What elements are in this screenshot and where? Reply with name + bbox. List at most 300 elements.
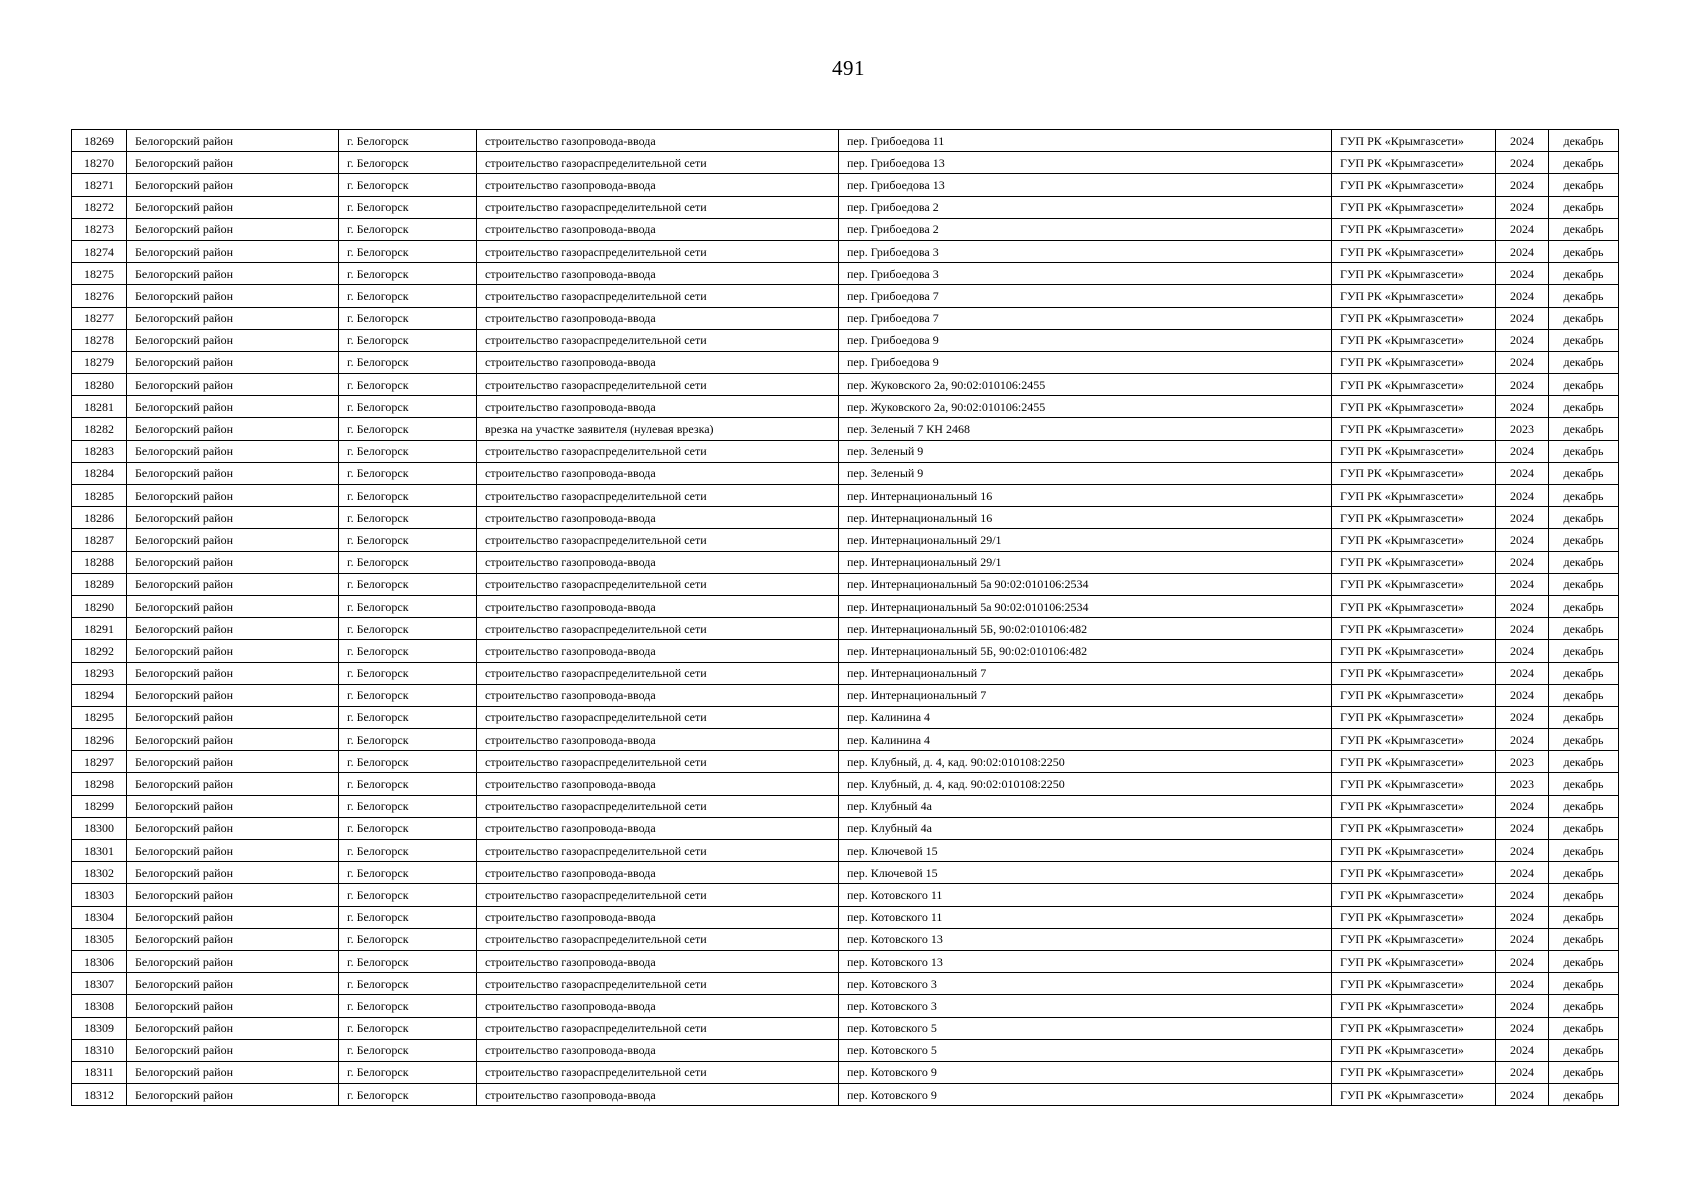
year-cell: 2024 [1496,218,1549,240]
year-cell: 2024 [1496,706,1549,728]
organization-cell: ГУП РК «Крымгазсети» [1332,906,1496,928]
year-cell: 2024 [1496,928,1549,950]
year-cell: 2024 [1496,396,1549,418]
address-cell: пер. Интернациональный 7 [839,684,1332,706]
work-type-cell: строительство газораспределительной сети [477,152,839,174]
table-row [72,307,1619,329]
record-number: 18271 [72,174,127,196]
work-type-cell: строительство газораспределительной сети [477,751,839,773]
organization-cell: ГУП РК «Крымгазсети» [1332,529,1496,551]
district-cell: Белогорский район [127,329,339,351]
work-type-cell: строительство газораспределительной сети [477,285,839,307]
table-row [72,1084,1619,1106]
month-cell: декабрь [1549,817,1619,839]
address-cell: пер. Калинина 4 [839,729,1332,751]
organization-cell: ГУП РК «Крымгазсети» [1332,795,1496,817]
year-cell: 2024 [1496,285,1549,307]
month-cell: декабрь [1549,1061,1619,1083]
record-number: 18278 [72,329,127,351]
record-number: 18283 [72,440,127,462]
address-cell: пер. Интернациональный 29/1 [839,529,1332,551]
address-cell: пер. Клубный 4а [839,817,1332,839]
address-cell: пер. Интернациональный 5а 90:02:010106:2534 [839,573,1332,595]
table-row [72,507,1619,529]
organization-cell: ГУП РК «Крымгазсети» [1332,440,1496,462]
record-number: 18292 [72,640,127,662]
district-cell: Белогорский район [127,662,339,684]
work-type-cell: строительство газораспределительной сети [477,840,839,862]
record-number: 18298 [72,773,127,795]
settlement-cell: г. Белогорск [339,551,477,573]
year-cell: 2024 [1496,840,1549,862]
month-cell: декабрь [1549,950,1619,972]
record-number: 18286 [72,507,127,529]
work-type-cell: строительство газораспределительной сети [477,706,839,728]
address-cell: пер. Грибоедова 13 [839,152,1332,174]
address-cell: пер. Интернациональный 16 [839,485,1332,507]
district-cell: Белогорский район [127,396,339,418]
work-type-cell: строительство газопровода-ввода [477,906,839,928]
settlement-cell: г. Белогорск [339,950,477,972]
settlement-cell: г. Белогорск [339,507,477,529]
district-cell: Белогорский район [127,1061,339,1083]
settlement-cell: г. Белогорск [339,817,477,839]
table-row [72,1039,1619,1061]
settlement-cell: г. Белогорск [339,706,477,728]
address-cell: пер. Грибоедова 9 [839,329,1332,351]
address-cell: пер. Клубный, д. 4, кад. 90:02:010108:2250 [839,773,1332,795]
month-cell: декабрь [1549,928,1619,950]
settlement-cell: г. Белогорск [339,973,477,995]
district-cell: Белогорский район [127,485,339,507]
year-cell: 2023 [1496,418,1549,440]
table-row [72,950,1619,972]
table-row [72,440,1619,462]
table-row [72,551,1619,573]
settlement-cell: г. Белогорск [339,729,477,751]
organization-cell: ГУП РК «Крымгазсети» [1332,973,1496,995]
table-row [72,573,1619,595]
district-cell: Белогорский район [127,817,339,839]
month-cell: декабрь [1549,551,1619,573]
district-cell: Белогорский район [127,950,339,972]
table-row [72,418,1619,440]
address-cell: пер. Ключевой 15 [839,862,1332,884]
address-cell: пер. Ключевой 15 [839,840,1332,862]
table-row [72,396,1619,418]
month-cell: декабрь [1549,773,1619,795]
district-cell: Белогорский район [127,618,339,640]
table-row [72,595,1619,617]
work-type-cell: строительство газопровода-ввода [477,995,839,1017]
settlement-cell: г. Белогорск [339,529,477,551]
record-number: 18288 [72,551,127,573]
year-cell: 2024 [1496,240,1549,262]
year-cell: 2024 [1496,906,1549,928]
month-cell: декабрь [1549,1084,1619,1106]
record-number: 18304 [72,906,127,928]
year-cell: 2024 [1496,573,1549,595]
year-cell: 2024 [1496,351,1549,373]
work-type-cell: строительство газопровода-ввода [477,862,839,884]
organization-cell: ГУП РК «Крымгазсети» [1332,418,1496,440]
year-cell: 2024 [1496,462,1549,484]
record-number: 18276 [72,285,127,307]
year-cell: 2024 [1496,973,1549,995]
table-row [72,973,1619,995]
district-cell: Белогорский район [127,1017,339,1039]
address-cell: пер. Интернациональный 5а 90:02:010106:2534 [839,595,1332,617]
address-cell: пер. Грибоедова 2 [839,218,1332,240]
year-cell: 2024 [1496,374,1549,396]
work-type-cell: врезка на участке заявителя (нулевая врезка) [477,418,839,440]
address-cell: пер. Зеленый 7 КН 2468 [839,418,1332,440]
year-cell: 2024 [1496,485,1549,507]
district-cell: Белогорский район [127,795,339,817]
district-cell: Белогорский район [127,285,339,307]
year-cell: 2024 [1496,1061,1549,1083]
year-cell: 2024 [1496,263,1549,285]
organization-cell: ГУП РК «Крымгазсети» [1332,595,1496,617]
work-type-cell: строительство газораспределительной сети [477,529,839,551]
month-cell: декабрь [1549,684,1619,706]
organization-cell: ГУП РК «Крымгазсети» [1332,1084,1496,1106]
year-cell: 2024 [1496,1039,1549,1061]
district-cell: Белогорский район [127,240,339,262]
month-cell: декабрь [1549,240,1619,262]
register-body [72,130,1619,1106]
table-row [72,706,1619,728]
organization-cell: ГУП РК «Крымгазсети» [1332,640,1496,662]
table-row [72,662,1619,684]
settlement-cell: г. Белогорск [339,240,477,262]
address-cell: пер. Интернациональный 16 [839,507,1332,529]
record-number: 18309 [72,1017,127,1039]
month-cell: декабрь [1549,130,1619,152]
month-cell: декабрь [1549,795,1619,817]
work-type-cell: строительство газопровода-ввода [477,1039,839,1061]
organization-cell: ГУП РК «Крымгазсети» [1332,884,1496,906]
month-cell: декабрь [1549,374,1619,396]
organization-cell: ГУП РК «Крымгазсети» [1332,329,1496,351]
work-type-cell: строительство газопровода-ввода [477,396,839,418]
record-number: 18285 [72,485,127,507]
month-cell: декабрь [1549,751,1619,773]
table-row [72,684,1619,706]
address-cell: пер. Котовского 13 [839,950,1332,972]
work-type-cell: строительство газопровода-ввода [477,773,839,795]
table-row [72,152,1619,174]
district-cell: Белогорский район [127,684,339,706]
settlement-cell: г. Белогорск [339,440,477,462]
organization-cell: ГУП РК «Крымгазсети» [1332,152,1496,174]
month-cell: декабрь [1549,440,1619,462]
district-cell: Белогорский район [127,418,339,440]
address-cell: пер. Котовского 11 [839,884,1332,906]
organization-cell: ГУП РК «Крымгазсети» [1332,817,1496,839]
year-cell: 2024 [1496,729,1549,751]
district-cell: Белогорский район [127,307,339,329]
work-type-cell: строительство газопровода-ввода [477,351,839,373]
district-cell: Белогорский район [127,773,339,795]
organization-cell: ГУП РК «Крымгазсети» [1332,1017,1496,1039]
table-row [72,196,1619,218]
table-row [72,1061,1619,1083]
table-row [72,130,1619,152]
table-row [72,773,1619,795]
work-type-cell: строительство газораспределительной сети [477,440,839,462]
address-cell: пер. Клубный 4а [839,795,1332,817]
address-cell: пер. Грибоедова 13 [839,174,1332,196]
month-cell: декабрь [1549,507,1619,529]
work-type-cell: строительство газопровода-ввода [477,507,839,529]
district-cell: Белогорский район [127,551,339,573]
register-table [71,129,1619,1106]
address-cell: пер. Грибоедова 3 [839,240,1332,262]
year-cell: 2024 [1496,618,1549,640]
settlement-cell: г. Белогорск [339,152,477,174]
work-type-cell: строительство газопровода-ввода [477,729,839,751]
address-cell: пер. Жуковского 2а, 90:02:010106:2455 [839,396,1332,418]
record-number: 18310 [72,1039,127,1061]
organization-cell: ГУП РК «Крымгазсети» [1332,174,1496,196]
record-number: 18293 [72,662,127,684]
settlement-cell: г. Белогорск [339,1061,477,1083]
record-number: 18306 [72,950,127,972]
table-row [72,218,1619,240]
month-cell: декабрь [1549,351,1619,373]
table-row [72,618,1619,640]
record-number: 18312 [72,1084,127,1106]
settlement-cell: г. Белогорск [339,995,477,1017]
year-cell: 2024 [1496,640,1549,662]
settlement-cell: г. Белогорск [339,751,477,773]
table-row [72,729,1619,751]
address-cell: пер. Калинина 4 [839,706,1332,728]
record-number: 18289 [72,573,127,595]
work-type-cell: строительство газопровода-ввода [477,595,839,617]
year-cell: 2024 [1496,862,1549,884]
work-type-cell: строительство газораспределительной сети [477,928,839,950]
address-cell: пер. Клубный, д. 4, кад. 90:02:010108:2250 [839,751,1332,773]
work-type-cell: строительство газопровода-ввода [477,263,839,285]
settlement-cell: г. Белогорск [339,396,477,418]
page-number: 491 [832,56,865,80]
record-number: 18269 [72,130,127,152]
work-type-cell: строительство газораспределительной сети [477,1061,839,1083]
district-cell: Белогорский район [127,351,339,373]
work-type-cell: строительство газораспределительной сети [477,618,839,640]
record-number: 18301 [72,840,127,862]
organization-cell: ГУП РК «Крымгазсети» [1332,573,1496,595]
record-number: 18281 [72,396,127,418]
table-row [72,174,1619,196]
month-cell: декабрь [1549,263,1619,285]
district-cell: Белогорский район [127,973,339,995]
month-cell: декабрь [1549,174,1619,196]
address-cell: пер. Зеленый 9 [839,462,1332,484]
district-cell: Белогорский район [127,862,339,884]
address-cell: пер. Грибоедова 2 [839,196,1332,218]
month-cell: декабрь [1549,329,1619,351]
address-cell: пер. Интернациональный 5Б, 90:02:010106:482 [839,640,1332,662]
record-number: 18307 [72,973,127,995]
month-cell: декабрь [1549,595,1619,617]
district-cell: Белогорский район [127,440,339,462]
organization-cell: ГУП РК «Крымгазсети» [1332,950,1496,972]
table-row [72,462,1619,484]
record-number: 18272 [72,196,127,218]
month-cell: декабрь [1549,973,1619,995]
district-cell: Белогорский район [127,706,339,728]
year-cell: 2024 [1496,507,1549,529]
record-number: 18302 [72,862,127,884]
district-cell: Белогорский район [127,640,339,662]
organization-cell: ГУП РК «Крымгазсети» [1332,995,1496,1017]
month-cell: декабрь [1549,285,1619,307]
organization-cell: ГУП РК «Крымгазсети» [1332,862,1496,884]
month-cell: декабрь [1549,862,1619,884]
work-type-cell: строительство газопровода-ввода [477,640,839,662]
work-type-cell: строительство газораспределительной сети [477,973,839,995]
work-type-cell: строительство газопровода-ввода [477,307,839,329]
table-row [72,862,1619,884]
district-cell: Белогорский район [127,152,339,174]
year-cell: 2024 [1496,884,1549,906]
settlement-cell: г. Белогорск [339,307,477,329]
organization-cell: ГУП РК «Крымгазсети» [1332,1039,1496,1061]
address-cell: пер. Грибоедова 3 [839,263,1332,285]
work-type-cell: строительство газораспределительной сети [477,329,839,351]
settlement-cell: г. Белогорск [339,329,477,351]
organization-cell: ГУП РК «Крымгазсети» [1332,684,1496,706]
record-number: 18282 [72,418,127,440]
settlement-cell: г. Белогорск [339,884,477,906]
settlement-cell: г. Белогорск [339,928,477,950]
month-cell: декабрь [1549,640,1619,662]
table-row [72,263,1619,285]
month-cell: декабрь [1549,662,1619,684]
district-cell: Белогорский район [127,374,339,396]
work-type-cell: строительство газораспределительной сети [477,240,839,262]
work-type-cell: строительство газораспределительной сети [477,884,839,906]
month-cell: декабрь [1549,152,1619,174]
organization-cell: ГУП РК «Крымгазсети» [1332,285,1496,307]
organization-cell: ГУП РК «Крымгазсети» [1332,263,1496,285]
month-cell: декабрь [1549,706,1619,728]
district-cell: Белогорский район [127,130,339,152]
district-cell: Белогорский район [127,840,339,862]
settlement-cell: г. Белогорск [339,130,477,152]
settlement-cell: г. Белогорск [339,485,477,507]
address-cell: пер. Зеленый 9 [839,440,1332,462]
record-number: 18299 [72,795,127,817]
month-cell: декабрь [1549,618,1619,640]
settlement-cell: г. Белогорск [339,263,477,285]
organization-cell: ГУП РК «Крымгазсети» [1332,396,1496,418]
record-number: 18303 [72,884,127,906]
record-number: 18280 [72,374,127,396]
settlement-cell: г. Белогорск [339,285,477,307]
address-cell: пер. Котовского 3 [839,995,1332,1017]
address-cell: пер. Интернациональный 7 [839,662,1332,684]
district-cell: Белогорский район [127,906,339,928]
work-type-cell: строительство газопровода-ввода [477,817,839,839]
organization-cell: ГУП РК «Крымгазсети» [1332,218,1496,240]
table-row [72,840,1619,862]
settlement-cell: г. Белогорск [339,840,477,862]
year-cell: 2024 [1496,817,1549,839]
month-cell: декабрь [1549,1017,1619,1039]
district-cell: Белогорский район [127,462,339,484]
organization-cell: ГУП РК «Крымгазсети» [1332,196,1496,218]
organization-cell: ГУП РК «Крымгазсети» [1332,130,1496,152]
address-cell: пер. Котовского 3 [839,973,1332,995]
year-cell: 2024 [1496,662,1549,684]
organization-cell: ГУП РК «Крымгазсети» [1332,840,1496,862]
work-type-cell: строительство газораспределительной сети [477,1017,839,1039]
month-cell: декабрь [1549,840,1619,862]
year-cell: 2023 [1496,773,1549,795]
table-row [72,1017,1619,1039]
district-cell: Белогорский район [127,884,339,906]
settlement-cell: г. Белогорск [339,862,477,884]
month-cell: декабрь [1549,529,1619,551]
district-cell: Белогорский район [127,218,339,240]
table-row [72,751,1619,773]
address-cell: пер. Грибоедова 9 [839,351,1332,373]
year-cell: 2024 [1496,329,1549,351]
district-cell: Белогорский район [127,196,339,218]
district-cell: Белогорский район [127,573,339,595]
organization-cell: ГУП РК «Крымгазсети» [1332,307,1496,329]
organization-cell: ГУП РК «Крымгазсети» [1332,662,1496,684]
month-cell: декабрь [1549,307,1619,329]
address-cell: пер. Котовского 9 [839,1084,1332,1106]
table-row [72,329,1619,351]
record-number: 18274 [72,240,127,262]
settlement-cell: г. Белогорск [339,640,477,662]
settlement-cell: г. Белогорск [339,795,477,817]
district-cell: Белогорский район [127,529,339,551]
record-number: 18300 [72,817,127,839]
year-cell: 2024 [1496,950,1549,972]
settlement-cell: г. Белогорск [339,573,477,595]
year-cell: 2024 [1496,1084,1549,1106]
settlement-cell: г. Белогорск [339,418,477,440]
district-cell: Белогорский район [127,1084,339,1106]
settlement-cell: г. Белогорск [339,196,477,218]
district-cell: Белогорский район [127,751,339,773]
year-cell: 2024 [1496,529,1549,551]
record-number: 18290 [72,595,127,617]
settlement-cell: г. Белогорск [339,174,477,196]
organization-cell: ГУП РК «Крымгазсети» [1332,485,1496,507]
work-type-cell: строительство газораспределительной сети [477,374,839,396]
organization-cell: ГУП РК «Крымгазсети» [1332,773,1496,795]
settlement-cell: г. Белогорск [339,1017,477,1039]
organization-cell: ГУП РК «Крымгазсети» [1332,351,1496,373]
record-number: 18311 [72,1061,127,1083]
district-cell: Белогорский район [127,507,339,529]
work-type-cell: строительство газораспределительной сети [477,573,839,595]
record-number: 18295 [72,706,127,728]
district-cell: Белогорский район [127,1039,339,1061]
work-type-cell: строительство газораспределительной сети [477,485,839,507]
month-cell: декабрь [1549,462,1619,484]
record-number: 18279 [72,351,127,373]
work-type-cell: строительство газопровода-ввода [477,218,839,240]
